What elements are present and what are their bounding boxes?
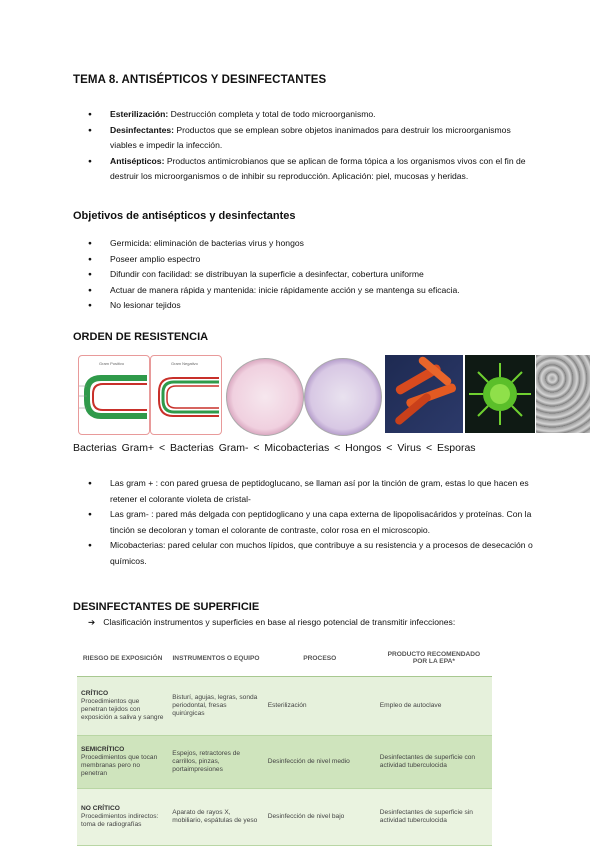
gram-stain-dish-pink [226,358,304,436]
table-cell: Bisturí, agujas, legras, sonda periodontal, fresas quirúrgicas [168,677,263,736]
table-cell: Aparato de rayos X, mobiliario, espátulas de yeso [168,789,263,846]
table-cell: Esterilización [264,677,376,736]
gram-positive-diagram [78,355,150,435]
table-cell [77,677,168,736]
bacteria-notes-list [88,476,538,570]
table-cell [77,736,168,789]
table-row [77,736,492,789]
table-header: INSTRUMENTOS O EQUIPO [168,640,263,677]
page-title: TEMA 8. ANTISÉPTICOS Y DESINFECTANTES [73,74,327,86]
risk-description: Procedimientos que tocan membranas pero no penetran [81,754,158,777]
list-item: ● Germicida: eliminación de bacterias virus y hongos [88,236,538,252]
gram-negative-diagram [150,355,222,435]
mycobacteria-image [385,355,463,433]
spores-image [536,355,590,433]
table-cell: Desinfección de nivel bajo [264,789,376,846]
table-header-row [77,640,492,677]
virus-image [465,355,535,433]
definition-text: Productos antimicrobianos que se aplican de forma tópica a los organismos vivos con el fin de destruir los microorganismos o de inhibir su reproducción. Aplicación: piel, mucosas y heridas. [110,155,526,182]
table-row [77,677,492,736]
definition-term: Desinfectantes: [110,124,174,135]
list-item: ● Las gram- : pared más delgada con peptidoglicano y una capa externa de lipopolisacáridos y proteínas. Con la tinción se decoloran y toman el colorante de contraste, color rosa en el microscopio. [88,507,538,538]
list-item: ● Actuar de manera rápida y mantenida: inicie rápidamente acción y se mantenga su eficacia. [88,283,538,299]
resistance-heading: ORDEN DE RESISTENCIA [73,331,209,343]
risk-description: Procedimientos indirectos: toma de radiografías [81,813,159,828]
list-item: ● Poseer amplio espectro [88,252,538,268]
gram-positive-label: Gram Positivo [99,361,125,366]
table-cell: Desinfección de nivel medio [264,736,376,789]
table-cell [77,789,168,846]
table-cell: Espejos, retractores de carrillos, pinzas, portaimpresiones [168,736,263,789]
surface-intro [88,617,455,628]
definitions-list [88,107,538,185]
objectives-list [88,236,538,314]
gram-negative-label: Gram Negativo [171,361,198,366]
surface-heading: DESINFECTANTES DE SUPERFICIE [73,601,260,613]
list-item: ● Las gram + : con pared gruesa de peptidoglucano, se llaman así por la tinción de gram, estas lo que hacen es retener el colorante violeta de cristal- [88,476,538,507]
list-item: ● Difundir con facilidad: se distribuyan la superficie a desinfectar, cobertura uniforme [88,267,538,283]
disinfection-table [77,640,492,846]
table-cell: Desinfectantes de superficie con actividad tuberculocida [376,736,492,789]
table-header: RIESGO DE EXPOSICIÓN [77,640,168,677]
list-item: ● No lesionar tejidos [88,298,538,314]
list-item [88,154,538,185]
table-cell: Desinfectantes de superficie sin actividad tuberculocida [376,789,492,846]
definition-term: Antisépticos: [110,155,165,166]
table-header: PROCESO [264,640,376,677]
gram-stain-dish-violet [304,358,382,436]
definition-text: Destrucción completa y total de todo microorganismo. [168,109,376,119]
risk-level: SEMICRÍTICO [81,746,125,753]
table-header: PRODUCTO RECOMENDADO POR LA EPA* [376,640,492,677]
definition-term: Esterilización: [110,109,169,119]
definition-text: Productos que se emplean sobre objetos inanimados para destruir los microorganismos viables e impedir la infección. [110,124,511,151]
surface-intro-text: Clasificación instrumentos y superficies en base al riesgo potencial de transmitir infecciones: [103,617,456,627]
list-item [88,123,538,154]
risk-level: CRÍTICO [81,690,109,697]
risk-level: NO CRÍTICO [81,805,120,812]
arrow-right-icon: ➔ [88,617,96,627]
table-cell: Empleo de autoclave [376,677,492,736]
table-row [77,789,492,846]
resistance-order: Bacterias Gram+ < Bacterias Gram- < Micobacterias < Hongos < Virus < Esporas [73,442,476,454]
list-item [88,107,538,123]
list-item: ● Micobacterias: pared celular con muchos lípidos, que contribuye a su resistencia y a procesos de desecación o químicos. [88,538,538,569]
risk-description: Procedimientos que penetran tejidos con exposición a saliva y sangre [81,698,164,721]
objectives-heading: Objetivos de antisépticos y desinfectantes [73,210,296,222]
